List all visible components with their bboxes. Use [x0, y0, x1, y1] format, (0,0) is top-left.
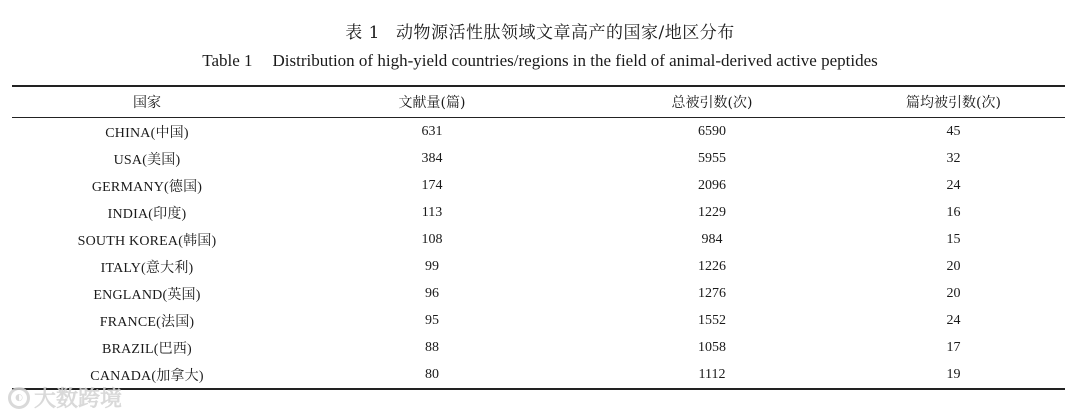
cell-country: BRAZIL(巴西)	[102, 341, 192, 357]
table-title-chinese: 动物源活性肽领域文章高产的国家/地区分布	[396, 23, 735, 43]
cell-citations: 5955	[698, 150, 726, 166]
cell-country: CHINA(中国)	[105, 125, 189, 141]
cell-country: CANADA(加拿大)	[90, 368, 204, 384]
table-caption-english	[0, 51, 1080, 71]
table-row	[12, 253, 1065, 280]
cell-citations: 1058	[698, 339, 726, 355]
table-row	[12, 172, 1065, 199]
cell-country: USA(美国)	[113, 152, 181, 168]
table-row	[12, 307, 1065, 334]
table-row	[12, 361, 1065, 389]
cell-citations: 984	[701, 231, 723, 247]
country-distribution-table	[12, 85, 1065, 390]
table-row	[12, 226, 1065, 253]
cell-avg: 20	[946, 285, 961, 301]
table-number-english: Table 1	[202, 51, 253, 70]
table-title-english: Distribution of high-yield countries/regions in the field of animal-derived active peptides	[272, 51, 878, 70]
cell-avg: 15	[946, 231, 961, 247]
cell-papers: 108	[421, 231, 443, 247]
table-number-chinese: 表 1	[345, 23, 380, 43]
watermark	[8, 382, 122, 413]
cell-citations: 1112	[698, 366, 726, 382]
watermark-logo-icon: ◐	[8, 387, 30, 409]
cell-country: INDIA(印度)	[107, 206, 187, 222]
cell-citations: 1552	[698, 312, 726, 328]
cell-papers: 80	[425, 366, 439, 382]
table-row	[12, 199, 1065, 226]
cell-citations: 2096	[698, 177, 726, 193]
cell-papers: 99	[425, 258, 439, 274]
header-row	[12, 86, 1065, 118]
watermark-text: 大数跨境	[34, 387, 123, 412]
header-papers: 文献量(篇)	[398, 95, 466, 111]
cell-country: FRANCE(法国)	[99, 314, 195, 330]
cell-citations: 6590	[698, 123, 726, 139]
cell-country: ENGLAND(英国)	[93, 287, 201, 303]
table-row	[12, 118, 1065, 146]
cell-papers: 631	[421, 123, 443, 139]
cell-citations: 1226	[698, 258, 726, 274]
cell-avg: 20	[946, 258, 961, 274]
cell-country: GERMANY(德国)	[91, 179, 203, 195]
table-header	[12, 86, 1065, 118]
cell-avg: 32	[946, 150, 961, 166]
cell-country: SOUTH KOREA(韩国)	[77, 233, 217, 249]
table-row	[12, 145, 1065, 172]
cell-papers: 174	[421, 177, 443, 193]
cell-country: ITALY(意大利)	[100, 260, 194, 276]
cell-avg: 24	[946, 177, 961, 193]
cell-avg: 17	[946, 339, 961, 355]
table-body	[12, 118, 1065, 390]
cell-papers: 384	[421, 150, 443, 166]
cell-citations: 1229	[698, 204, 726, 220]
cell-avg: 24	[946, 312, 961, 328]
cell-citations: 1276	[698, 285, 726, 301]
header-avg-citations: 篇均被引数(次)	[906, 95, 1001, 111]
table-row	[12, 280, 1065, 307]
cell-papers: 95	[425, 312, 439, 328]
table-caption-chinese	[0, 18, 1080, 43]
cell-avg: 19	[946, 366, 961, 382]
cell-avg: 45	[946, 123, 961, 139]
header-total-citations: 总被引数(次)	[671, 95, 753, 111]
cell-papers: 113	[421, 204, 443, 220]
cell-avg: 16	[946, 204, 961, 220]
header-country: 国家	[133, 95, 161, 111]
cell-papers: 96	[425, 285, 439, 301]
cell-papers: 88	[425, 339, 439, 355]
table-row	[12, 334, 1065, 361]
